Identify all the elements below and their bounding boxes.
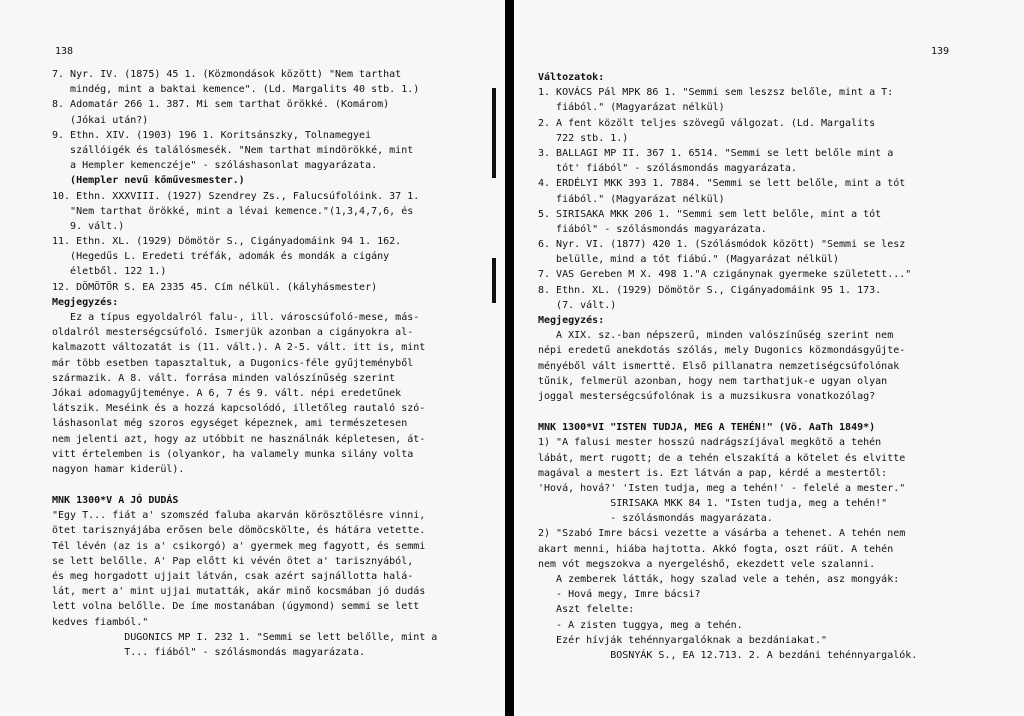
text-line: MNK 1300*V A JÓ DUDÁS <box>52 495 179 507</box>
text-line: tót' fiából" - szólásmondás magyarázata. <box>538 163 797 175</box>
text-line: Aszt felelte: <box>538 604 635 616</box>
text-line: 7. VAS Gereben M X. 498 1."A czigánynak gyermeke született..." <box>538 269 912 281</box>
text-line: Ez a típus egyoldalról falu-, ill. városcsúfoló-mese, más- <box>52 312 420 323</box>
text-line: "Egy T... fiát a' szomszéd faluba akarván körösztölésre vinni, <box>52 510 426 522</box>
text-line: mindég, mint a baktai kemence". (Ld. Margalits 40 stb. 1.) <box>52 84 420 96</box>
paragraph-gap <box>538 404 1008 412</box>
text-line: MNK 1300*VI "ISTEN TUDJA, MEG A TEHÉN!" (Vö. AaTh 1849*) <box>538 422 876 434</box>
text-line: tűnik, felmerül azonban, hogy nem tarthatjuk-e ugyan olyan <box>538 375 888 387</box>
text-line: kalmazott változatát is (11. vált.). A 2-5. vált. itt is, mint <box>52 342 426 354</box>
text-line: 10. Ethn. XXXVIII. (1927) Szendrey Zs., Falucsúfolóink. 37 1. <box>52 190 420 202</box>
text-line: SIRISAKA MKK 84 1. "Isten tudja, meg a tehén!" <box>538 498 888 510</box>
text-line: ötet tarisznyájába erősen bele dömöcskölte, és hátára vetette. <box>52 525 426 537</box>
page-number: 138 <box>55 46 74 57</box>
text-line: 6. Nyr. VI. (1877) 420 1. (Szólásmódok között) "Semmi se lesz <box>538 239 906 251</box>
text-line: Megjegyzés: <box>538 315 605 326</box>
text-line: Megjegyzés: <box>52 296 119 308</box>
text-line: (Jókai után?) <box>52 114 149 126</box>
text-line: vitt értelemben is (olyankor, ha valamely munka silány volta <box>52 448 414 460</box>
text-line: 9. Ethn. XIV. (1903) 196 1. Koritsánszky, Tolnamegyei <box>52 129 372 141</box>
text-line: fiából." (Magyarázat nélkül) <box>538 193 725 205</box>
text-line: (Hegedűs L. Eredeti tréfák, adomák és mondák a cigány <box>52 251 390 263</box>
text-line: Ezér hívják tehénnyargalóknak a bezdánіakat." <box>538 634 827 646</box>
text-line: lett volna belőlle. De íme mostanában (úgymond) semmi se lett <box>52 601 420 613</box>
page-text <box>538 70 1008 663</box>
text-line: (Hempler nevű kőművesmester.) <box>52 175 245 187</box>
text-line: 722 stb. 1.) <box>538 132 629 144</box>
text-line: belülle, mind a tót fiábú." (Magyarázat nélkül) <box>538 254 840 266</box>
text-line: (7. vált.) <box>538 299 617 311</box>
text-line: nem jelenti azt, hogy az utóbbit ne használnák képletesen, át- <box>52 433 426 445</box>
gutter-shadow <box>492 88 496 178</box>
text-line: lábát, mert rugott; de a tehén elszakítá a kötelet és elvitte <box>538 452 906 464</box>
left-page <box>0 0 505 716</box>
text-line: BOSNYÁK S., EA 12.713. 2. A bezdáni tehénnyargalók. <box>538 649 918 661</box>
text-line: szállóigék és találósmesék. "Nem tarthat mindörökké, mint <box>52 144 414 156</box>
text-line: 8. Adomatár 266 1. 387. Mi sem tarthat örökké. (Komárom) <box>52 99 390 111</box>
paragraph-gap <box>52 485 497 493</box>
right-page <box>514 0 1024 716</box>
text-line: 7. Nyr. IV. (1875) 45 1. (Közmondások között) "Nem tarthat <box>52 69 402 80</box>
text-line: - Hová megy, Imre bácsi? <box>538 589 701 601</box>
text-line: magával a mestert is. Ezt látván a pap, kérdé a mestertől: <box>538 467 888 479</box>
text-line: származik. A 8. vált. forrása minden valószínűség szerint <box>52 372 396 384</box>
text-line: 3. BALLAGI MP II. 367 1. 6514. "Semmi se lett belőle mint a <box>538 147 894 159</box>
paragraph-gap <box>52 477 497 485</box>
text-line: fiából." (Magyarázat nélkül) <box>538 102 725 114</box>
text-line: és meg horgadott ujjait látván, csak azért sajnállotta halá- <box>52 571 414 582</box>
text-line: - A zisten tuggya, meg a tehén. <box>538 619 743 631</box>
text-line: joggal mesterségcsúfolónak is a muzsikusra vonatkozólag? <box>538 390 876 402</box>
text-line: 9. vált.) <box>52 220 125 232</box>
page-number: 139 <box>930 46 949 57</box>
text-line: a Hempler kemenczéje" - szóláshasonlat magyarázata. <box>52 160 378 172</box>
text-line: A XIX. sz.-ban népszerű, minden valószínűség szerint nem <box>538 330 894 342</box>
text-line: 5. SIRISAKA MKK 206 1. "Semmi sem lett belőle, mint a tót <box>538 208 882 220</box>
text-line: már több esetben tapasztaltuk, a Dugonics-féle gyűjteményből <box>52 357 414 369</box>
text-line: ményéből vált ismertté. Első pillanatra nemzetiségcsúfolónak <box>538 360 900 372</box>
text-line: "Nem tarthat örökké, mint a lévai kemence."(1,3,4,7,6, és <box>52 205 414 217</box>
text-line: láshasonlat még szoros egységet képeznek, ami természetesen <box>52 418 408 430</box>
text-line: 'Hová, hová?' 'Isten tudja, meg a tehén!' - felelé a mester." <box>538 482 906 494</box>
text-line: se lett belőlle. A' Pap előtt ki vévén ötet a' tarisznyából, <box>52 555 414 567</box>
text-line: kedves fiamból." <box>52 616 149 628</box>
text-line: fiából" - szólásmondás magyarázata. <box>538 223 767 235</box>
text-line: - szólásmondás magyarázata. <box>538 513 773 525</box>
text-line: nem vót megszokva a nyergeléshő, ekezdett vele szalanni. <box>538 558 876 570</box>
text-line: 4. ERDÉLYI MKK 393 1. 7884. "Semmi se lett belőle, mint a tót <box>538 178 906 190</box>
text-line: látszik. Meséink és a hozzá kapcsolódó, illetőleg rautaló szó- <box>52 403 426 415</box>
page-text <box>52 67 497 660</box>
text-line: Változatok: <box>538 72 605 83</box>
text-line: A zemberek látták, hogy szalad vele a tehén, asz mongyák: <box>538 574 900 585</box>
text-line: 1. KOVÁCS Pál MPK 86 1. "Semmi sem leszsz belőle, mint a T: <box>538 87 894 99</box>
text-line: 1) "A falusi mester hosszú nadrágszíjával megkötö a tehén <box>538 437 882 449</box>
text-line: Tél lévén (az is a' csikorgó) a' gyermek meg fagyott, és semmi <box>52 540 426 552</box>
text-line: Jókai adomagyűjteménye. A 6, 7 és 9. vált. népi eredetűnek <box>52 387 402 399</box>
text-line: akart menni, hiába hajtotta. Akkó fogta, oszt ráüt. A tehén <box>538 543 894 555</box>
text-line: lát, mert a' mint ujjai mutatták, akár minő kocsmában jó dudás <box>52 586 426 598</box>
text-line: életből. 122 1.) <box>52 266 167 278</box>
text-line: népi eredetű anekdotás szólás, mely Dugonics közmondásgyűjte- <box>538 345 906 357</box>
text-line: 2. A fent közölt teljes szövegű válgozat. (Ld. Margalits <box>538 117 876 129</box>
paragraph-gap <box>538 412 1008 420</box>
text-line: DUGONICS MP I. 232 1. "Semmi se lett belőlle, mint a <box>52 631 438 643</box>
text-line: oldalról mesterségcsúfoló. Ismerjük azonban a cigányokra al- <box>52 327 414 339</box>
text-line: 12. DÖMÖTÖR S. EA 2335 45. Cím nélkül. (kályhásmester) <box>52 281 378 293</box>
text-line: nagyon hamar kiderül). <box>52 463 185 475</box>
text-line: 8. Ethn. XL. (1929) Dömötör S., Cigányadomáink 95 1. 173. <box>538 284 882 296</box>
text-line: 2) "Szabó Imre bácsi vezette a vásárba a tehenet. A tehén nem <box>538 528 906 540</box>
text-line: T... fiából" - szólásmondás magyarázata. <box>52 646 366 658</box>
gutter-shadow <box>492 258 496 303</box>
text-line: 11. Ethn. XL. (1929) Dömötör S., Cigányadomáink 94 1. 162. <box>52 236 402 248</box>
